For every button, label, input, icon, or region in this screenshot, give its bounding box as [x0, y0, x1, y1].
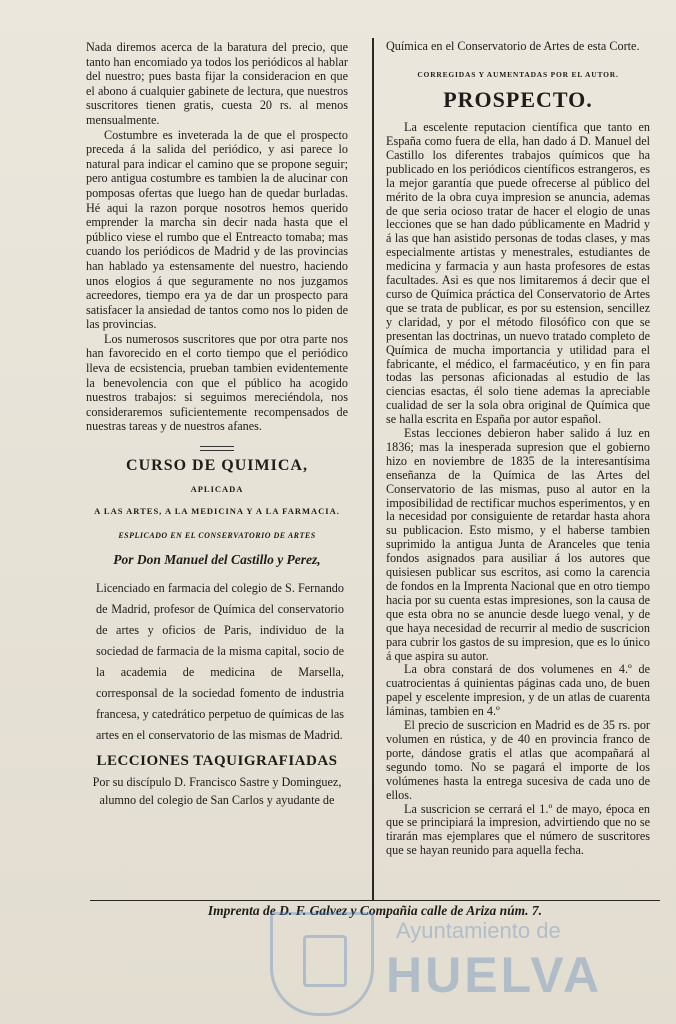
left-column: [86, 40, 348, 809]
section-divider: [200, 446, 234, 451]
paragraph-prospectus-custom: Costumbre es inveterada la de que el prospecto preceda á la salida del periódico, y asi parece lo natural para indicar el camino que se propone seguir; pero antigua costumbre es tambien la de alucinar con pomposas ofertas que luego han de quedar burladas. Hé aqui la razon porque nosotros hemos querido emprender la marcha sin decir nada hasta que el público viese el rumbo que el Entreacto tomaba; mas cuando los periódicos de Madrid y de las provincias han hablado ya estensamente del nuestro, haciendo unos elogios á que seguramente no nos juzgamos acreedores, tiempo era ya de dar un prospecto para satisfacer la ansiedad de tantos como nos lo piden de las provincias.: [86, 127, 348, 332]
paragraph-reputation: La escelente reputacion científica que tanto en España como fuera de ella, han dado á D. Manuel del Castillo los diferentes trabajos químicos que ha publicado en los periódicos científicos estrangeros, es la mejor garantía que puede ofrecerse al público del mérito de la obra cuya impresion se anuncia, ademas de que seria ocioso tratar de hacer el elogio de unas lecciones que se han dado públicamente en Madrid y á las que han asistido personas de todas clases, y mas especialmente artistas y menestrales, estudiantes de medicina y farmacia y aun hasta profesores de estas facultades. Asi es que nos limitaremos á decir que el curso de Química práctica del Conservatorio de Artes que se trata de publicar, es por su estension, sencillez y claridad, y por el método filosófico con que se presentan las doctrinas, un nuevo tratado completo de Química de mucha importancia y utilidad para el fabricante, el médico, el farmacéutico, y en fin para todas las personas aficionadas al estudio de las ciencias esactas, él solo tiene ademas la apreciable cualidad de ser la sola obra original de Química que se halla escrita en España por autor español.: [386, 120, 650, 427]
author-credentials: Licenciado en farmacia del colegio de S. Fernando de Madrid, profesor de Química del conservatorio de artes y oficios de Paris, individuo de la sociedad de farmacia de la misma capital, socio de la academia de medicina de Marsella, corresponsal de la sociedad fomento de industria francesa, y catedrático perpetuo de químicas de las artes en el conservatorio de las mismas de Madrid.: [96, 581, 344, 742]
paragraph-publication-delay: Estas lecciones debieron haber salido á luz en 1836; mas la inesperada supresion que el gobierno hizo en noviembre de 1835 de la interesantísima enseñanza de la Química de las Artes del Conservatorio de las mismas, puso al autor en la imposibilidad de rectificar muchos esperimentos, y en la necesidad por consiguiente de retardar hasta ahora su publicacion. Esto mismo, y el haberse tambien suprimido la antigua Junta de Aranceles que tenia fondos asignados para ausiliar á los autores que quisiesen publicar sus escritos, asi como la carencia de fondos en la Imprenta Nacional que en otro tiempo hacia por su cuenta estas impresiones, son la causa de que esta obra no se anuncie desde luego venal, y de que haya necesidad de recurrir al medio de suscricion para cubrir los gastos de su impresion, que es lo único á que aspira su autor.: [386, 426, 650, 663]
disciple-line: Por su discípulo D. Francisco Sastre y Dominguez, alumno del colegio de San Carlos y ayudante de: [92, 774, 342, 807]
course-subtitle-aplicada: APLICADA: [190, 483, 244, 494]
watermark-line2: HUELVA: [386, 947, 603, 1003]
continuation-line: Química en el Conservatorio de Artes de esta Corte.: [386, 39, 640, 53]
right-column: [386, 40, 650, 858]
paragraph-closing: La suscricion se cerrará el 1.º de mayo, época en que se principiará la impresion, advirtiendo que no se tirarán mas ejemplares que el número de suscritores que se hayan reunido para aquella fecha.: [386, 801, 650, 858]
course-title: CURSO DE QUIMICA,: [126, 457, 308, 475]
paragraph-price: Nada diremos acerca de la baratura del precio, que tanto han encomiado ya todos los periódicos al hablar del nuestro; pues basta fijar la consideracion en que el abono á cualquier gabinete de lectura, que nuestros suscritores tienen gratis, cuesta 20 rs. al menos mensualmente.: [86, 40, 348, 127]
shield-icon: [270, 912, 374, 1016]
column-divider: [372, 38, 374, 900]
prospecto-heading: PROSPECTO.: [443, 86, 593, 112]
paragraph-volumes: La obra constará de dos volumenes en 4.º de cuatrocientas á quinientas páginas cada uno, de buen papel y escelente impresion, y de un atlas de cuarenta láminas, tambien en 4.º: [386, 662, 650, 719]
author-line: Por Don Manuel del Castillo y Perez,: [113, 552, 321, 568]
course-subtitle-artes: A LAS ARTES, A LA MEDICINA Y A LA FARMACIA.: [94, 506, 340, 517]
watermark-line1: Ayuntamiento de: [396, 918, 561, 943]
paragraph-price-subscription: El precio de suscricion en Madrid es de 35 rs. por volumen en rústica, y de 40 en provincia franco de porte, dándose gratis el atlas que acompañará al segundo tomo. No se pagará el importe de los volúmenes hasta la entrega sucesiva de cada uno de ellos.: [386, 718, 650, 802]
lecciones-heading: LECCIONES TAQUIGRAFIADAS: [96, 753, 338, 769]
corregidas-line: CORREGIDAS Y AUMENTADAS POR EL AUTOR.: [417, 69, 619, 79]
imprint-footer: Imprenta de D. F. Galvez y Compañia calle de Ariza núm. 7.: [90, 900, 660, 919]
course-explicado: ESPLICADO EN EL CONSERVATORIO DE ARTES: [118, 530, 316, 540]
watermark: [270, 912, 660, 1022]
paragraph-subscribers: Los numerosos suscritores que por otra parte nos han favorecido en el corto tiempo que el periódico lleva de ecsistencia, prueban tambien evidentemente la benevolencia con que el público ha acogido nuestros trabajos: si seguimos mereciéndola, nos consideraremos suficientemente recompensados de nuestras tareas y de nuestros afanes.: [86, 331, 348, 434]
